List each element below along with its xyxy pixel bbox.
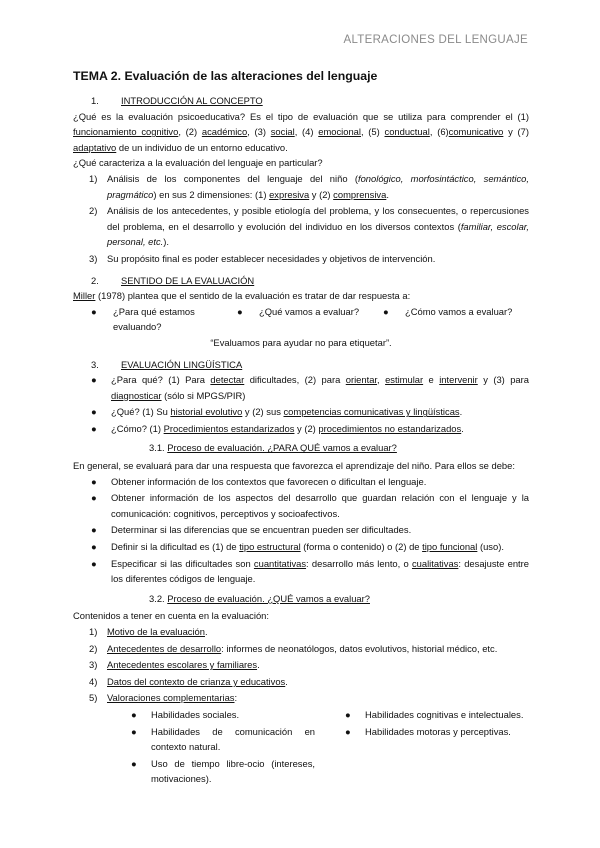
list-item: 1) Análisis de los componentes del lenguaje del niño (fonológico, morfosintáctico, semántico, pragmático) en sus 2 dimensiones: (1) expresiva y (2) comprensiva. [89,172,529,200]
section-2-heading: 2. SENTIDO DE LA EVALUACIÓN [91,274,255,286]
list-item: 4) Datos del contexto de crianza y educativos. [89,675,288,687]
list-item: 1) Motivo de la evaluación. [89,626,208,637]
list-item: ● Obtener información de los aspectos del desarrollo que guardan relación con el lenguaje y la comunicación: cognitivos, perceptivos y socioafectivos. [91,492,529,519]
page-title: TEMA 2. Evaluación de las alteraciones del lenguaje [73,69,378,83]
running-header: ALTERACIONES DEL LENGUAJE [343,34,528,46]
list-item: ● ¿Para qué? (1) Para detectar dificultades, (2) para orientar, estimular e intervenir y (3) para diagnosticar (sólo si MPGS/PIR) [91,374,529,401]
paragraph-miller: Miller (1978) plantea que el sentido de la evaluación es tratar de dar respuesta a: [73,290,411,302]
subsection-3-1-heading: 3.1. Proceso de evaluación. ¿PARA QUÉ vamos a evaluar? [149,442,397,454]
list-item: ● Habilidades motoras y perceptivas. [345,725,511,737]
list-item: ● ¿Qué? (1) Su historial evolutivo y (2) sus competencias comunicativas y lingüísticas. [91,406,463,418]
list-item: 5) Valoraciones complementarias: [89,692,238,704]
list-item: ● ¿Para qué estamos evaluando? [91,305,195,333]
paragraph-intro-3-2: Contenidos a tener en cuenta en la evaluación: [73,610,269,622]
list-item: ● Habilidades de comunicación en contexto natural. [131,725,315,753]
quote: “Evaluamos para ayudar no para etiquetar”. [210,336,392,348]
list-item: ● Obtener información de los contextos que favorecen o dificultan el lenguaje. [91,475,427,487]
three-questions [73,304,529,335]
section-1-heading [73,93,529,109]
valuations-right-column [315,707,529,788]
paragraph-definition: ¿Qué es la evaluación psicoeducativa? Es el tipo de evaluación que se utiliza para comprender el (1) funcionamiento cognitivo, (2) académico, (3) social, (4) emocional, (5) conductual, (6)comunicativo y (7) adaptativo de un individuo de un entorno educativo. [73,110,529,153]
list-item: ● Determinar si las diferencias que se encuentran pueden ser dificultades. [91,524,412,536]
paragraph-intro-3-1: En general, se evaluará para dar una respuesta que favorezca el aprendizaje del niño. Para ellos se debe: [73,460,515,472]
paragraph-question: ¿Qué caracteriza a la evaluación del lenguaje en particular? [73,157,323,169]
list-item: ● ¿Cómo vamos a evaluar? [383,305,513,317]
section-3-heading: 3. EVALUACIÓN LINGÜÍSTICA [91,358,243,370]
list-item: 3) Antecedentes escolares y familiares. [89,659,260,671]
list-item: 2) Antecedentes de desarrollo: informes de neonatólogos, datos evolutivos, historial médico, etc. [89,642,498,654]
section-number: 1. [91,95,99,106]
page-content [73,67,529,788]
list-item: ● Definir si la dificultad es (1) de tipo estructural (forma o contenido) o (2) de tipo funcional (uso). [91,541,504,553]
list-item: 2) Análisis de los antecedentes, y posible etiología del problema, y los consecuentes, o repercusiones del problema, en el desarrollo y evolución del individuo en los diversos contextos (familiar, escolar, personal, etc.). [89,205,529,248]
list-item: ● ¿Cómo? (1) Procedimientos estandarizados y (2) procedimientos no estandarizados. [91,422,464,434]
complementary-valuations [73,707,529,788]
list-item: ● Especificar si las dificultades son cuantitativas: desarrollo más lento, o cualitativas: desajuste entre los diferentes códigos de lenguaje. [91,557,529,585]
section-title: INTRODUCCIÓN AL CONCEPTO [121,95,263,106]
valuations-left-column [131,707,315,788]
list-item: ● Habilidades cognitivas e intelectuales. [345,708,524,720]
subsection-3-2-heading: 3.2. Proceso de evaluación. ¿QUÉ vamos a evaluar? [149,592,370,604]
list-item: 3) Su propósito final es poder establecer necesidades y objetivos de intervención. [89,252,436,264]
list-item: ● Habilidades sociales. [131,708,240,720]
list-item: ● ¿Qué vamos a evaluar? [237,305,360,317]
list-item: ● Uso de tiempo libre-ocio (intereses, motivaciones). [131,757,315,785]
